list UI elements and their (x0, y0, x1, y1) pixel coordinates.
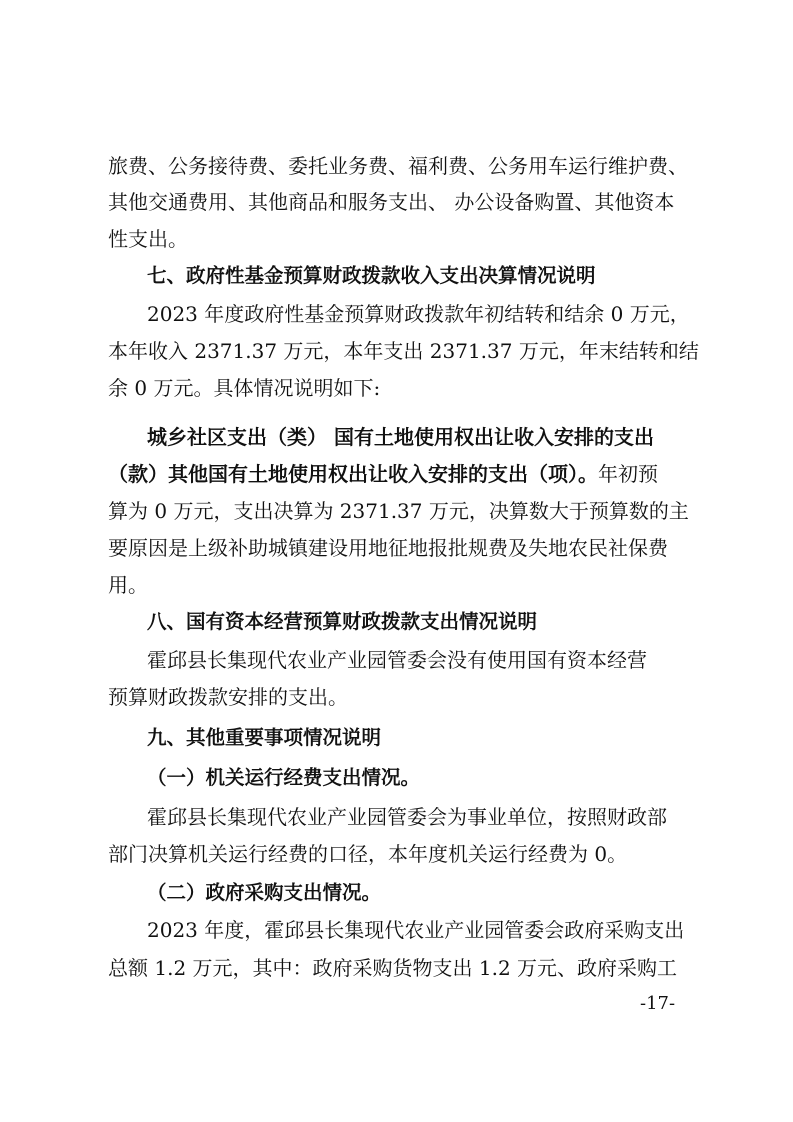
body-text-line: 算为 0 万元，支出决算为 2371.37 万元，决算数大于预算数的主 (108, 499, 689, 523)
section-heading-9: 九、其他重要事项情况说明 (147, 726, 382, 749)
body-text-line: 2023 年度，霍邱县长集现代农业产业园管委会政府采购支出 (147, 918, 685, 942)
body-text-line: 2023 年度政府性基金预算财政拨款年初结转和结余 0 万元， (147, 302, 690, 326)
subsection-heading-1: （一）机关运行经费支出情况。 (147, 766, 421, 789)
page-number: -17- (640, 993, 676, 1014)
body-text-line: 预算财政拨款安排的支出。 (108, 685, 348, 709)
body-text-line: 本年收入 2371.37 万元，本年支出 2371.37 万元，年末结转和结 (108, 339, 699, 363)
section-heading-8: 八、国有资本经营预算财政拨款支出情况说明 (147, 610, 538, 633)
body-text-line: 用。 (108, 573, 148, 597)
body-text-line: 旅费、公务接待费、委托业务费、福利费、公务用车运行维护费、 (108, 154, 688, 178)
bold-text-segment: （款）其他国有土地使用权出让收入安排的支出（项）。 (108, 462, 598, 486)
body-text-segment: 年初预 (598, 462, 658, 486)
section-heading-7: 七、政府性基金预算财政拨款收入支出决算情况说明 (147, 264, 596, 287)
body-text-line: 性支出。 (108, 227, 188, 251)
body-text-line: 余 0 万元。具体情况说明如下: (108, 376, 381, 400)
body-text-line: 总额 1.2 万元，其中：政府采购货物支出 1.2 万元、政府采购工 (108, 956, 678, 980)
body-text-line: 要原因是上级补助城镇建设用地征地报批规费及失地农民社保费 (108, 536, 668, 560)
mixed-text-line (0, 456, 793, 492)
bold-text-line: 城乡社区支出（类） 国有土地使用权出让收入安排的支出 (147, 425, 654, 449)
body-text-line: 霍邱县长集现代农业产业园管委会没有使用国有资本经营 (147, 648, 647, 672)
subsection-heading-2: （二）政府采购支出情况。 (147, 881, 382, 904)
body-text-line: 其他交通费用、其他商品和服务支出、 办公设备购置、其他资本 (108, 190, 675, 214)
body-text-line: 部门决算机关运行经费的口径，本年度机关运行经费为 0。 (108, 842, 628, 866)
body-text-line: 霍邱县长集现代农业产业园管委会为事业单位，按照财政部 (147, 805, 667, 829)
